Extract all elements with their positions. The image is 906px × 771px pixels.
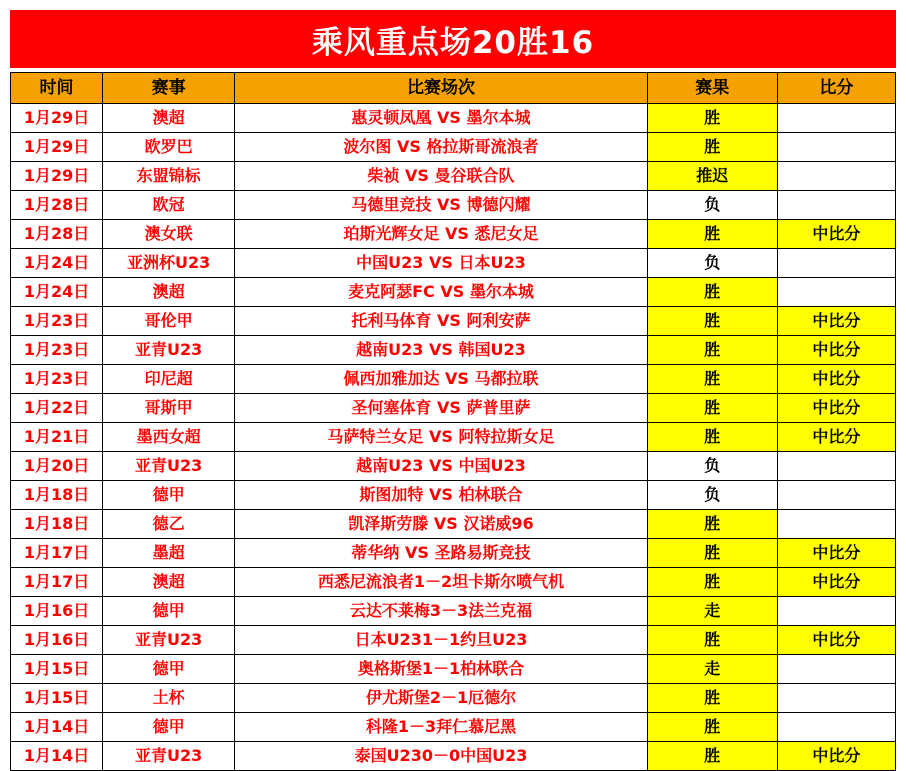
cell-result: 胜 xyxy=(647,510,777,539)
cell-league: 印尼超 xyxy=(103,365,235,394)
table-row xyxy=(11,742,896,771)
cell-date: 1月28日 xyxy=(11,191,103,220)
cell-result: 胜 xyxy=(647,568,777,597)
cell-league: 亚青U23 xyxy=(103,626,235,655)
cell-league: 德甲 xyxy=(103,655,235,684)
cell-match: 中国U23 VS 日本U23 xyxy=(235,249,647,278)
cell-match: 奥格斯堡1－1柏林联合 xyxy=(235,655,647,684)
cell-match: 伊尤斯堡2－1厄德尔 xyxy=(235,684,647,713)
cell-result: 胜 xyxy=(647,713,777,742)
cell-result: 负 xyxy=(647,481,777,510)
cell-league: 墨超 xyxy=(103,539,235,568)
cell-date: 1月14日 xyxy=(11,713,103,742)
table-row xyxy=(11,104,896,133)
column-header-score: 比分 xyxy=(777,73,895,104)
cell-score xyxy=(777,191,895,220)
cell-date: 1月22日 xyxy=(11,394,103,423)
cell-score: 中比分 xyxy=(777,626,895,655)
cell-score xyxy=(777,684,895,713)
table-row xyxy=(11,713,896,742)
table-row xyxy=(11,684,896,713)
cell-match: 越南U23 VS 中国U23 xyxy=(235,452,647,481)
cell-result: 负 xyxy=(647,191,777,220)
table-row xyxy=(11,539,896,568)
table-row xyxy=(11,655,896,684)
cell-score xyxy=(777,249,895,278)
cell-date: 1月16日 xyxy=(11,597,103,626)
cell-league: 德甲 xyxy=(103,713,235,742)
cell-score xyxy=(777,655,895,684)
cell-result: 胜 xyxy=(647,365,777,394)
table-row xyxy=(11,423,896,452)
cell-score xyxy=(777,510,895,539)
cell-league: 亚青U23 xyxy=(103,336,235,365)
cell-result: 胜 xyxy=(647,626,777,655)
cell-match: 马萨特兰女足 VS 阿特拉斯女足 xyxy=(235,423,647,452)
cell-score: 中比分 xyxy=(777,394,895,423)
cell-score xyxy=(777,104,895,133)
cell-result: 负 xyxy=(647,452,777,481)
cell-league: 亚青U23 xyxy=(103,742,235,771)
table-row xyxy=(11,162,896,191)
cell-result: 胜 xyxy=(647,684,777,713)
cell-league: 澳女联 xyxy=(103,220,235,249)
cell-result: 胜 xyxy=(647,539,777,568)
cell-league: 德乙 xyxy=(103,510,235,539)
cell-result: 推迟 xyxy=(647,162,777,191)
cell-match: 麦克阿瑟FC VS 墨尔本城 xyxy=(235,278,647,307)
cell-league: 哥伦甲 xyxy=(103,307,235,336)
cell-date: 1月29日 xyxy=(11,104,103,133)
cell-league: 德甲 xyxy=(103,597,235,626)
cell-date: 1月29日 xyxy=(11,162,103,191)
cell-score: 中比分 xyxy=(777,539,895,568)
table-row xyxy=(11,307,896,336)
cell-league: 欧罗巴 xyxy=(103,133,235,162)
cell-score: 中比分 xyxy=(777,568,895,597)
cell-score: 中比分 xyxy=(777,365,895,394)
page-title xyxy=(10,10,896,68)
table-row xyxy=(11,597,896,626)
table-row xyxy=(11,452,896,481)
cell-match: 日本U231－1约旦U23 xyxy=(235,626,647,655)
cell-score xyxy=(777,162,895,191)
cell-date: 1月18日 xyxy=(11,510,103,539)
table-row xyxy=(11,336,896,365)
cell-score xyxy=(777,481,895,510)
table-row xyxy=(11,249,896,278)
cell-league: 欧冠 xyxy=(103,191,235,220)
column-header-league: 赛事 xyxy=(103,73,235,104)
cell-score: 中比分 xyxy=(777,742,895,771)
cell-result: 胜 xyxy=(647,336,777,365)
cell-score: 中比分 xyxy=(777,307,895,336)
cell-result: 胜 xyxy=(647,278,777,307)
cell-match: 越南U23 VS 韩国U23 xyxy=(235,336,647,365)
fixtures-body xyxy=(11,104,896,771)
cell-league: 墨西女超 xyxy=(103,423,235,452)
cell-league: 亚洲杯U23 xyxy=(103,249,235,278)
cell-date: 1月29日 xyxy=(11,133,103,162)
cell-date: 1月23日 xyxy=(11,365,103,394)
cell-date: 1月17日 xyxy=(11,568,103,597)
cell-league: 东盟锦标 xyxy=(103,162,235,191)
cell-date: 1月15日 xyxy=(11,684,103,713)
cell-result: 走 xyxy=(647,597,777,626)
cell-result: 负 xyxy=(647,249,777,278)
cell-match: 波尔图 VS 格拉斯哥流浪者 xyxy=(235,133,647,162)
cell-league: 澳超 xyxy=(103,278,235,307)
cell-match: 佩西加雅加达 VS 马都拉联 xyxy=(235,365,647,394)
cell-result: 胜 xyxy=(647,307,777,336)
cell-match: 蒂华纳 VS 圣路易斯竞技 xyxy=(235,539,647,568)
cell-result: 胜 xyxy=(647,394,777,423)
table-row xyxy=(11,481,896,510)
table-row xyxy=(11,568,896,597)
cell-date: 1月24日 xyxy=(11,278,103,307)
cell-result: 走 xyxy=(647,655,777,684)
cell-result: 胜 xyxy=(647,742,777,771)
cell-score xyxy=(777,278,895,307)
table-header-row xyxy=(11,73,896,104)
cell-date: 1月16日 xyxy=(11,626,103,655)
cell-league: 澳超 xyxy=(103,104,235,133)
cell-match: 云达不莱梅3－3法兰克福 xyxy=(235,597,647,626)
table-row xyxy=(11,626,896,655)
cell-league: 哥斯甲 xyxy=(103,394,235,423)
cell-match: 托利马体育 VS 阿利安萨 xyxy=(235,307,647,336)
table-row xyxy=(11,394,896,423)
cell-match: 泰国U230－0中国U23 xyxy=(235,742,647,771)
cell-match: 柴祯 VS 曼谷联合队 xyxy=(235,162,647,191)
cell-date: 1月18日 xyxy=(11,481,103,510)
cell-date: 1月23日 xyxy=(11,336,103,365)
cell-match: 斯图加特 VS 柏林联合 xyxy=(235,481,647,510)
table-row xyxy=(11,133,896,162)
cell-match: 科隆1－3拜仁慕尼黑 xyxy=(235,713,647,742)
cell-result: 胜 xyxy=(647,133,777,162)
cell-match: 圣何塞体育 VS 萨普里萨 xyxy=(235,394,647,423)
column-header-match: 比赛场次 xyxy=(235,73,647,104)
cell-result: 胜 xyxy=(647,104,777,133)
cell-score: 中比分 xyxy=(777,423,895,452)
cell-score xyxy=(777,713,895,742)
cell-match: 惠灵顿凤凰 VS 墨尔本城 xyxy=(235,104,647,133)
fixtures-table xyxy=(10,72,896,771)
column-header-result: 赛果 xyxy=(647,73,777,104)
cell-date: 1月21日 xyxy=(11,423,103,452)
cell-league: 德甲 xyxy=(103,481,235,510)
cell-league: 亚青U23 xyxy=(103,452,235,481)
cell-date: 1月24日 xyxy=(11,249,103,278)
cell-score xyxy=(777,452,895,481)
cell-score xyxy=(777,133,895,162)
column-header-date: 时间 xyxy=(11,73,103,104)
cell-date: 1月14日 xyxy=(11,742,103,771)
cell-match: 凯泽斯劳滕 VS 汉诺威96 xyxy=(235,510,647,539)
table-row xyxy=(11,510,896,539)
cell-date: 1月15日 xyxy=(11,655,103,684)
cell-match: 马德里竞技 VS 博德闪耀 xyxy=(235,191,647,220)
cell-date: 1月20日 xyxy=(11,452,103,481)
cell-result: 胜 xyxy=(647,423,777,452)
cell-league: 澳超 xyxy=(103,568,235,597)
table-row xyxy=(11,365,896,394)
page-title-text: 乘风重点场20胜16 xyxy=(311,24,595,61)
cell-score xyxy=(777,597,895,626)
cell-date: 1月17日 xyxy=(11,539,103,568)
cell-date: 1月28日 xyxy=(11,220,103,249)
cell-score: 中比分 xyxy=(777,220,895,249)
cell-result: 胜 xyxy=(647,220,777,249)
table-row xyxy=(11,191,896,220)
cell-league: 土杯 xyxy=(103,684,235,713)
cell-match: 西悉尼流浪者1－2坦卡斯尔喷气机 xyxy=(235,568,647,597)
table-row xyxy=(11,220,896,249)
table-row xyxy=(11,278,896,307)
cell-date: 1月23日 xyxy=(11,307,103,336)
cell-score: 中比分 xyxy=(777,336,895,365)
cell-match: 珀斯光辉女足 VS 悉尼女足 xyxy=(235,220,647,249)
